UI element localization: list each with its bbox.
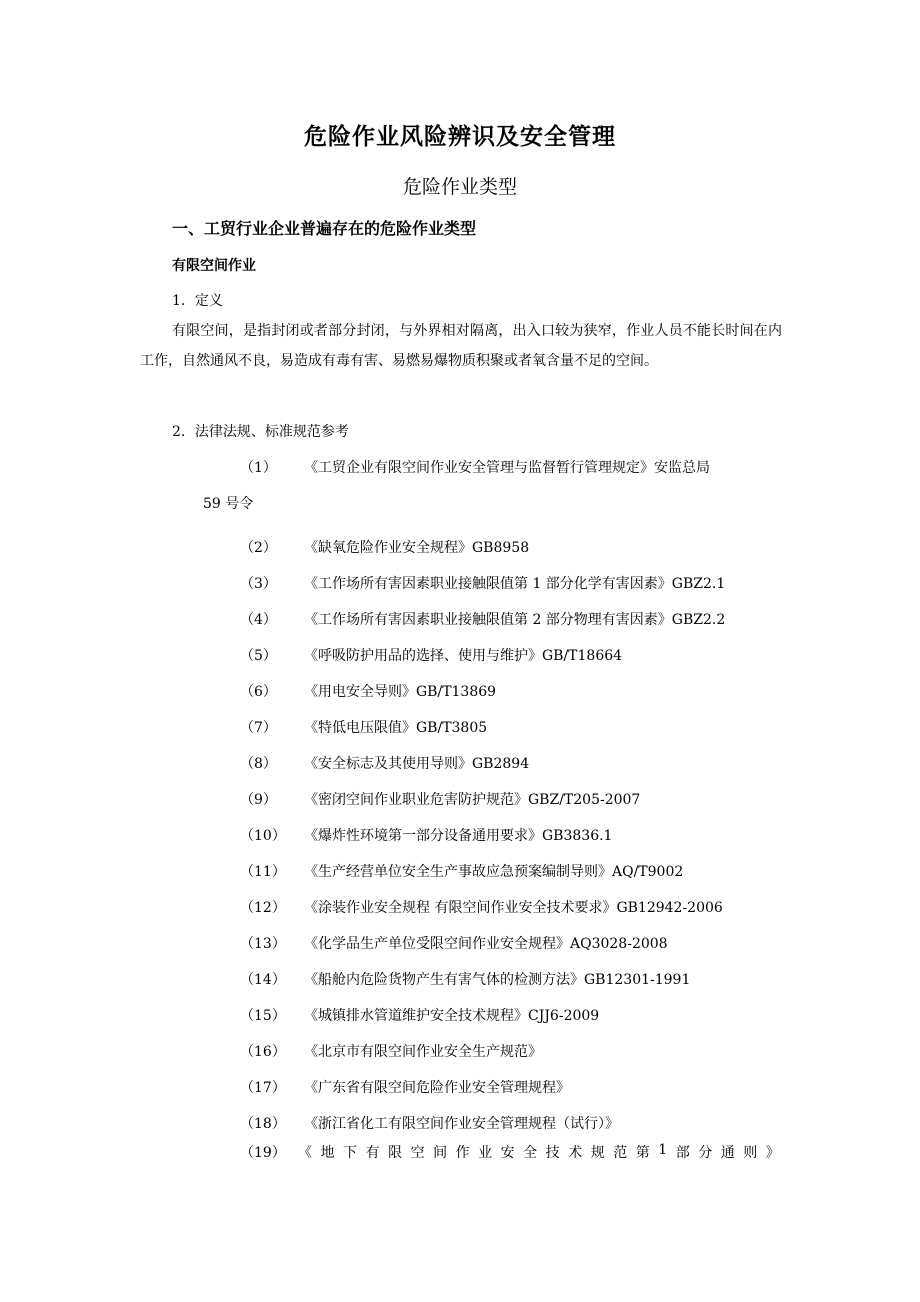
regulation-number: （19） bbox=[240, 1145, 286, 1161]
regulation-number: （3） bbox=[240, 576, 277, 592]
regulation-text-segment: 1 bbox=[658, 1142, 668, 1158]
page-title: 危险作业风险辨识及安全管理 bbox=[304, 124, 616, 150]
regulation-number: （13） bbox=[240, 936, 286, 952]
regulation-item-7: 《特低电压限值》GB/T3805 bbox=[304, 720, 488, 736]
regulation-item-2: 《缺氧危险作业安全规程》GB8958 bbox=[304, 540, 530, 556]
regulations-label: 2．法律法规、标准规范参考 bbox=[172, 424, 349, 440]
regulation-number: （15） bbox=[240, 1008, 286, 1024]
regulation-text-segment: 》 bbox=[765, 1145, 780, 1161]
regulation-text-segment: 限 bbox=[388, 1145, 403, 1161]
regulation-number: （5） bbox=[240, 648, 277, 664]
regulation-number: （12） bbox=[240, 900, 286, 916]
regulation-item-12: 《涂装作业安全规程 有限空间作业安全技术要求》GB12942-2006 bbox=[304, 900, 723, 916]
regulation-text-segment: 业 bbox=[478, 1145, 493, 1161]
regulation-number: （18） bbox=[240, 1116, 286, 1132]
regulation-number: （10） bbox=[240, 828, 286, 844]
regulation-text-segment: 规 bbox=[590, 1145, 605, 1161]
regulation-text-segment: 术 bbox=[568, 1145, 583, 1161]
regulation-text-segment: 分 bbox=[698, 1145, 713, 1161]
regulation-item-10: 《爆炸性环境第一部分设备通用要求》GB3836.1 bbox=[304, 828, 613, 844]
regulation-text-segment: 间 bbox=[433, 1145, 448, 1161]
regulation-item-3: 《工作场所有害因素职业接触限值第 1 部分化学有害因素》GBZ2.1 bbox=[304, 576, 726, 592]
regulation-item-17: 《广东省有限空间危险作业安全管理规程》 bbox=[304, 1080, 570, 1096]
regulation-text-segment: 范 bbox=[613, 1145, 628, 1161]
regulation-text-segment: 安 bbox=[500, 1145, 515, 1161]
regulation-text-segment: 空 bbox=[410, 1145, 425, 1161]
regulation-item-continuation: 59 号令 bbox=[203, 496, 254, 512]
regulation-text-segment: 则 bbox=[743, 1145, 758, 1161]
regulation-text-segment: 第 bbox=[635, 1145, 650, 1161]
regulation-item-5: 《呼吸防护用品的选择、使用与维护》GB/T18664 bbox=[304, 648, 623, 664]
regulation-text-segment: 通 bbox=[720, 1145, 735, 1161]
regulation-number: （11） bbox=[240, 864, 286, 880]
regulation-text-segment: 作 bbox=[455, 1145, 470, 1161]
regulation-number: （7） bbox=[240, 720, 277, 736]
regulation-text-segment: 部 bbox=[675, 1145, 690, 1161]
section-heading: 一、工贸行业企业普遍存在的危险作业类型 bbox=[172, 219, 477, 238]
regulation-number: （9） bbox=[240, 792, 277, 808]
regulation-item-15: 《城镇排水管道维护安全技术规程》CJJ6-2009 bbox=[304, 1008, 600, 1024]
regulation-text-segment: 《 bbox=[298, 1145, 312, 1161]
regulation-item-13: 《化学品生产单位受限空间作业安全规程》AQ3028-2008 bbox=[304, 936, 668, 952]
regulation-text-segment: 下 bbox=[343, 1145, 358, 1161]
regulation-item-16: 《北京市有限空间作业安全生产规范》 bbox=[304, 1044, 542, 1060]
regulation-item-9: 《密闭空间作业职业危害防护规范》GBZ/T205-2007 bbox=[304, 792, 641, 808]
regulation-number: （14） bbox=[240, 972, 286, 988]
regulation-item-4: 《工作场所有害因素职业接触限值第 2 部分物理有害因素》GBZ2.2 bbox=[304, 612, 726, 628]
page-subtitle: 危险作业类型 bbox=[402, 176, 517, 198]
regulation-number: （2） bbox=[240, 540, 277, 556]
regulation-text-segment: 全 bbox=[523, 1145, 538, 1161]
regulation-item-14: 《船舱内危险货物产生有害气体的检测方法》GB12301-1991 bbox=[304, 972, 691, 988]
regulation-number: （17） bbox=[240, 1080, 286, 1096]
regulation-text bbox=[298, 1142, 780, 1162]
regulation-text-segment: 地 bbox=[320, 1145, 335, 1161]
regulation-item-8: 《安全标志及其使用导则》GB2894 bbox=[304, 756, 530, 772]
regulation-item-1: 《工贸企业有限空间作业安全管理与监督暂行管理规定》安监总局 bbox=[304, 460, 710, 476]
regulation-item-11: 《生产经营单位安全生产事故应急预案编制导则》AQ/T9002 bbox=[304, 864, 684, 880]
definition-label: 1．定义 bbox=[172, 293, 223, 309]
subsection-heading: 有限空间作业 bbox=[172, 258, 256, 274]
regulation-number: （16） bbox=[240, 1044, 286, 1060]
regulation-number: （4） bbox=[240, 612, 277, 628]
regulation-number: （6） bbox=[240, 684, 277, 700]
regulation-item-6: 《用电安全导则》GB/T13869 bbox=[304, 684, 497, 700]
regulation-text-segment: 技 bbox=[545, 1145, 560, 1161]
regulation-item-19 bbox=[240, 1142, 780, 1162]
regulation-number: （1） bbox=[240, 460, 277, 476]
definition-text: 有限空间，是指封闭或者部分封闭，与外界相对隔离，出入口较为狭窄，作业人员不能长时间在内工作，自然通风不良，易造成有毒有害、易燃易爆物质积聚或者氧含量不足的空间。 bbox=[140, 323, 782, 369]
regulation-item-18: 《浙江省化工有限空间作业安全管理规程（试行）》 bbox=[304, 1116, 619, 1132]
regulation-text-segment: 有 bbox=[365, 1145, 380, 1161]
regulation-number: （8） bbox=[240, 756, 277, 772]
